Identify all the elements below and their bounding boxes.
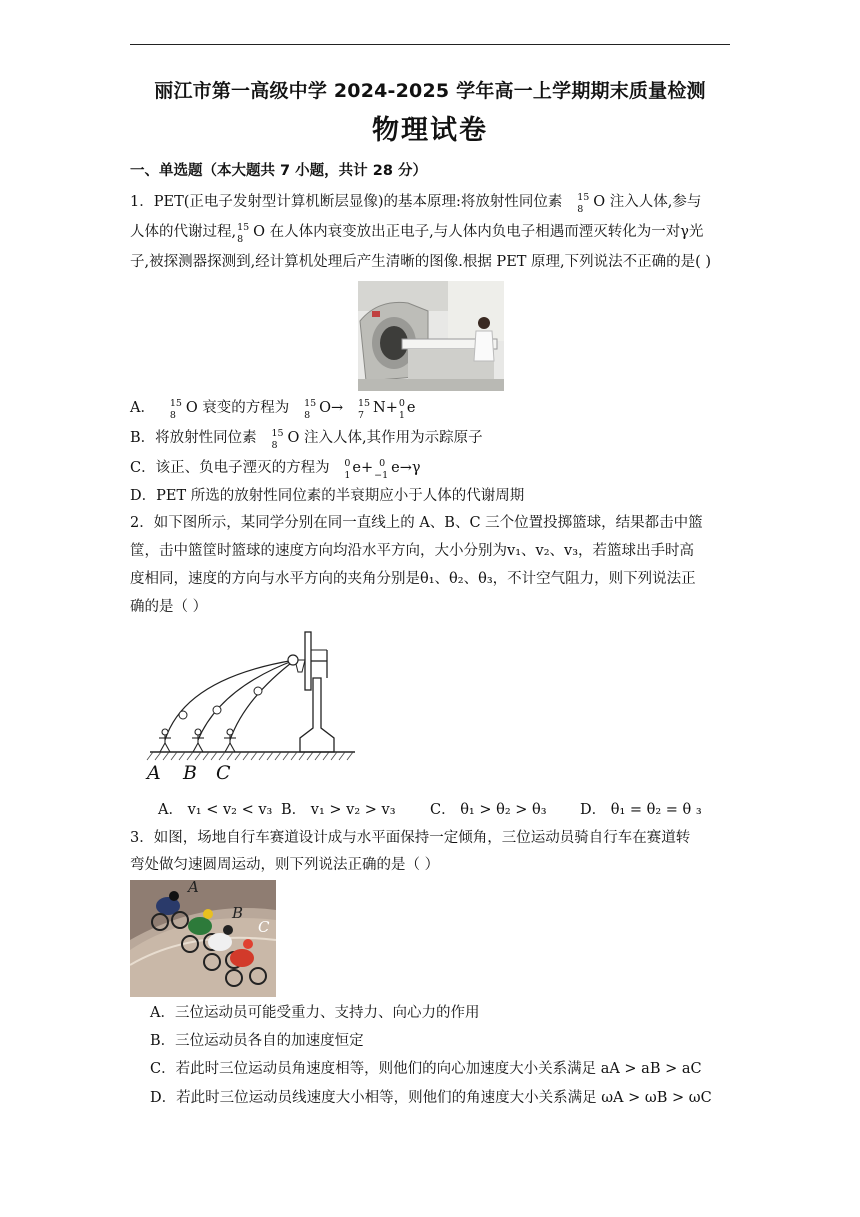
q2-line-4: 确的是（ ） [130, 599, 208, 615]
q1-option-d: D．PET 所选的放射性同位素的半衰期应小于人体的代谢周期 [130, 488, 525, 504]
q1-line-2: 人体的代谢过程, 15 8 O 在人体内衰变放出正电子,与人体内负电子相遇而湮灭转化为一对γ光 [130, 222, 704, 245]
q3-line-2: 弯处做匀速圆周运动，则下列说法正确的是（ ） [130, 857, 440, 873]
iso-o15: 15 8 [577, 192, 590, 215]
photo-label-c: C [258, 918, 270, 936]
header-rule [130, 44, 730, 45]
q3-option-b: B．三位运动员各自的加速度恒定 [150, 1033, 364, 1049]
q1-option-c: C．该正、负电子湮灭的方程为 0 1 e+ 0 −1 e→γ [130, 458, 421, 481]
photo-label-b: B [232, 904, 244, 922]
cycling-track-photo [130, 880, 276, 997]
label-a: A [147, 762, 161, 784]
q3-option-c: C．若此时三位运动员角速度相等，则他们的向心加速度大小关系满足 aA > aB > aC [150, 1061, 702, 1077]
q1-line-1: 1．PET(正电子发射型计算机断层显像)的基本原理:将放射性同位素 15 8 O 注入人体,参与 [130, 192, 702, 215]
q2-option-b: B． v₁ > v₂ > v₃ [281, 802, 396, 818]
q2-option-a: A． v₁ < v₂ < v₃ [158, 802, 273, 818]
label-c: C [216, 762, 231, 784]
q2-line-2: 筐，击中篮筐时篮球的速度方向均沿水平方向，大小分别为v₁、v₂、v₃，若篮球出手时高 [130, 543, 695, 559]
label-b: B [183, 762, 197, 784]
q3-option-a: A．三位运动员可能受重力、支持力、向心力的作用 [150, 1005, 480, 1021]
basketball-diagram [145, 628, 360, 788]
school-title: 丽江市第一高级中学 2024-2025 学年高一上学期期末质量检测 [154, 80, 706, 102]
q2-line-1: 2．如下图所示，某同学分别在同一直线上的 A、B、C 三个位置投掷篮球，结果都击中篮 [130, 515, 703, 531]
q2-option-c: C． θ₁ > θ₂ > θ₃ [430, 802, 547, 818]
q2-line-3: 度相同，速度的方向与水平方向的夹角分别是θ₁、θ₂、θ₃，不计空气阻力，则下列说法正 [130, 571, 696, 587]
q3-line-1: 3．如图，场地自行车赛道设计成与水平面保持一定倾角，三位运动员骑自行车在赛道转 [130, 830, 691, 846]
subject-title: 物理试卷 [372, 115, 488, 146]
section-heading: 一、单选题（本大题共 7 小题，共计 28 分） [130, 163, 427, 179]
photo-label-a: A [188, 878, 199, 896]
q3-option-d: D．若此时三位运动员线速度大小相等，则他们的角速度大小关系满足 ωA > ωB > ωC [150, 1090, 712, 1106]
pet-scanner-photo [358, 281, 504, 391]
q1-line-3: 子,被探测器探测到,经计算机处理后产生清晰的图像.根据 PET 原理,下列说法不正确的是( ) [130, 254, 712, 270]
q2-option-d: D． θ₁ = θ₂ = θ ₃ [580, 802, 702, 818]
q1-option-a: A． 15 8 O 衰变的方程为 15 8 O→ 15 7 N+ 0 1 e [130, 398, 416, 421]
q1-option-b: B．将放射性同位素 15 8 O 注入人体,其作用为示踪原子 [130, 428, 483, 451]
